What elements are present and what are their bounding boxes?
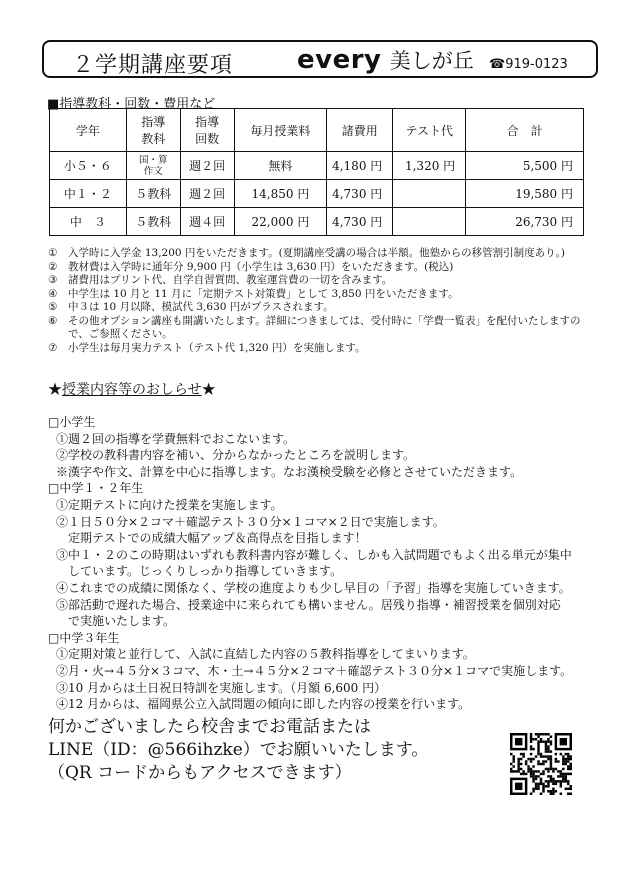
lesson-item: ③10 月からは土日祝日特訓を実施します。（月額 6,600 円） (56, 680, 387, 695)
brand-en: every (297, 45, 382, 75)
subjects-cell: 国・算 作文 (126, 152, 180, 180)
note-number: ① (48, 247, 58, 259)
lesson-section-heading: □小学生 (48, 415, 96, 429)
count-cell: 週４回 (180, 208, 234, 236)
lesson-item: ②１日５０分×２コマ＋確認テスト３０分×１コマ×２日で実施します。 (56, 514, 445, 529)
star-left-icon: ★ (48, 382, 62, 398)
title-box (42, 40, 598, 78)
note-text: 小学生は毎月実力テスト（テスト代 1,320 円）を実施します。 (68, 341, 366, 354)
note-number: ③ (48, 274, 58, 286)
lesson-item: しています。じっくりしっかり指導していきます。 (68, 564, 343, 579)
grade-cell: 中 ３ (50, 208, 127, 236)
qr-code (510, 733, 572, 795)
column-header: 指導 教科 (126, 109, 180, 152)
lesson-item: 定期テストでの成績大幅アップ＆高得点を目指します！ (68, 531, 367, 546)
lesson-section-heading: □中学３年生 (48, 630, 120, 645)
lesson-item: ①定期対策と並行して、入試に直結した内容の５教科指導をしてまいります。 (56, 647, 475, 662)
note-text: 中３は 10 月以降、模試代 3,630 円がプラスされます。 (68, 301, 334, 313)
contact-line-2: LINE（ID：@566ihzke）でお願いいたします。 (48, 740, 429, 760)
note-text: その他オプション講座も開講いたします。詳細につきましては、受付時に「学費一覧表」を配付いたしますので、ご参照ください。 (68, 314, 581, 340)
table-row (50, 180, 584, 208)
note-number: ⑥ (48, 314, 58, 327)
table-row (50, 208, 584, 236)
lesson-item: ④これまでの成績に関係なく、学校の進度よりも少し早目の「予習」指導を実施していきます。 (56, 580, 571, 595)
column-header: 毎月授業料 (234, 109, 327, 152)
fees-table (49, 108, 584, 236)
star-right-icon: ★ (201, 382, 216, 398)
fees-header-row (50, 109, 584, 152)
note-text: 中学生は 10 月と 11 月に「定期テスト対策費」として 3,850 円をいただきます。 (68, 287, 459, 300)
grade-cell: 中１・２ (50, 180, 127, 208)
note-number: ② (48, 260, 58, 273)
tuition-cell: 22,000 円 (234, 208, 327, 236)
fees-cell: 4,180 円 (327, 152, 393, 180)
note-text: 入学時に入学金 13,200 円をいただきます。(夏期講座受講の場合は半額。他塾からの移管割引制度あり。) (68, 247, 566, 259)
column-header: 諸費用 (327, 109, 393, 152)
count-cell: 週２回 (180, 180, 234, 208)
note-number: ⑤ (48, 301, 58, 313)
lesson-item: ①週２回の指導を学費無料でおこないます。 (56, 431, 296, 446)
lesson-item: ⑤部活動で遅れた場合、授業途中に来られても構いません。居残り指導・補習授業を個別対応 (56, 597, 561, 612)
notes-list (48, 247, 588, 355)
note-item (48, 288, 588, 302)
count-cell: 週２回 (180, 152, 234, 180)
subjects-cell: ５教科 (126, 208, 180, 236)
lesson-item: ③中１・２のこの時期はいずれも教科書内容が難しく、しかも入試問題でもよく出る単元が集中 (56, 547, 572, 562)
column-header: 学年 (50, 109, 127, 152)
test-fee-cell (393, 208, 466, 236)
tuition-cell: 14,850 円 (234, 180, 327, 208)
brand-name (297, 45, 474, 75)
note-number: ⑦ (48, 341, 58, 354)
fees-cell: 4,730 円 (327, 180, 393, 208)
column-header: 合 計 (466, 109, 584, 152)
note-text: 教材費は入学時に通年分 9,900 円（小学生は 3,630 円）をいただきます。(税込) (68, 260, 454, 273)
fees-cell: 4,730 円 (327, 208, 393, 236)
lesson-item: ※漢字や作文、計算を中心に指導します。なお漢検受験を必修とさせていただきます。 (56, 464, 523, 479)
note-item (48, 247, 588, 261)
notice-heading (48, 379, 216, 399)
lesson-item: ④12 月からは、福岡県公立入試問題の傾向に即した内容の授業を行います。 (56, 697, 471, 712)
contact-line-3: （QR コードからもアクセスできます） (48, 763, 352, 783)
total-cell: 26,730 円 (466, 208, 584, 236)
note-item (48, 315, 588, 342)
page-title: ２学期講座要項 (72, 53, 234, 78)
subjects-cell: ５教科 (126, 180, 180, 208)
note-number: ④ (48, 287, 58, 300)
note-item (48, 274, 588, 288)
column-header: テスト代 (393, 109, 466, 152)
lesson-item: ①定期テストに向けた授業を実施します。 (56, 497, 283, 512)
notice-title: 授業内容等のおしらせ (62, 382, 202, 398)
lesson-item: ②月・火→４５分×３コマ、木・土→４５分×２コマ＋確認テスト３０分×１コマで実施します。 (56, 663, 573, 678)
contact-line-1: 何かございましたら校舎までお電話または (48, 717, 371, 737)
note-item (48, 261, 588, 275)
test-fee-cell: 1,320 円 (393, 152, 466, 180)
table-row (50, 152, 584, 180)
phone-number: ☎919-0123 (489, 57, 568, 72)
brand-jp: 美しが丘 (389, 49, 474, 73)
column-header: 指導 回数 (180, 109, 234, 152)
note-item (48, 342, 588, 356)
fees-heading: ■指導教科・回数・費用など (47, 97, 216, 112)
note-item (48, 301, 588, 315)
grade-cell: 小５・６ (50, 152, 127, 180)
lesson-item: ②学校の教科書内容を補い、分からなかったところを説明します。 (56, 448, 416, 463)
lesson-item: で実施いたします。 (68, 614, 176, 629)
total-cell: 19,580 円 (466, 180, 584, 208)
lesson-section-heading: □中学１・２年生 (48, 481, 144, 496)
contact-info (48, 716, 428, 785)
test-fee-cell (393, 180, 466, 208)
tuition-cell: 無料 (234, 152, 327, 180)
lessons-list (48, 414, 593, 713)
note-text: 諸費用はプリント代、自学自習質問、教室運営費の一切を含みます。 (68, 274, 393, 286)
total-cell: 5,500 円 (466, 152, 584, 180)
